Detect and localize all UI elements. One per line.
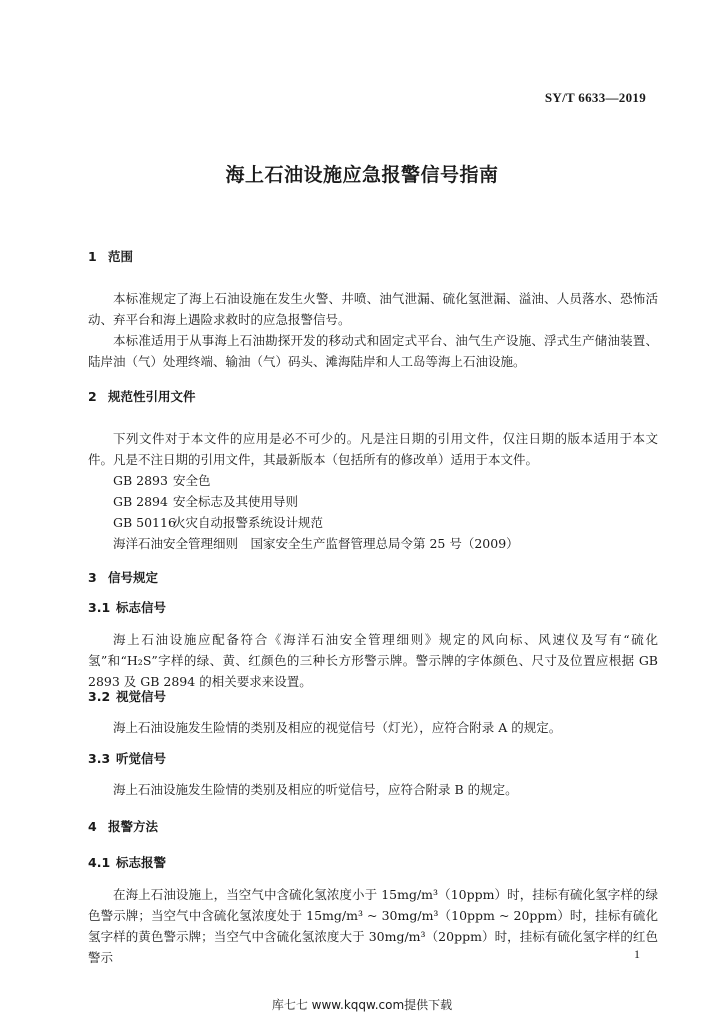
reference-item	[113, 491, 298, 512]
subsection-title: 听觉信号	[116, 751, 167, 766]
section-title: 报警方法	[108, 819, 159, 834]
subsection-number: 4.1	[88, 855, 111, 870]
download-footer: 库七七 www.kqqw.com提供下载	[271, 998, 453, 1012]
subsection-3-2-paragraph: 海上石油设施发生险情的类别及相应的视觉信号（灯光），应符合附录 A 的规定。	[113, 720, 562, 735]
subsection-title: 标志报警	[116, 855, 167, 870]
section-3-heading	[88, 568, 158, 586]
reference-code: GB 2894	[113, 494, 168, 509]
document-title: 海上石油设施应急报警信号指南	[225, 164, 499, 186]
subsection-4-1-paragraph: 在海上石油设施上，当空气中含硫化氢浓度小于 15mg/m³（10ppm）时，挂标有硫化氢字样的绿色警示牌；当空气中含硫化氢浓度处于 15mg/m³ ~ 30mg/m³（10ppm ~ 20ppm）时，挂标有硫化氢字样的黄色警示牌；当空气中含硫化氢浓度大于 30mg/m³（20ppm）时，挂标有硫化氢字样的红色警示	[88, 887, 658, 965]
section-number: 4	[88, 819, 97, 834]
section-1-paragraph-2: 本标准适用于从事海上石油勘探开发的移动式和固定式平台、油气生产设施、浮式生产储油装置、陆岸油（气）处理终端、输油（气）码头、滩海陆岸和人工岛等海上石油设施。	[88, 333, 658, 369]
section-2-heading	[88, 387, 196, 405]
page-number: 1	[634, 947, 640, 961]
section-title: 信号规定	[108, 570, 159, 585]
subsection-4-1-heading	[88, 853, 166, 871]
subsection-3-3-paragraph: 海上石油设施发生险情的类别及相应的听觉信号，应符合附录 B 的规定。	[113, 782, 518, 797]
subsection-3-2-heading	[88, 687, 166, 705]
standard-code: SY/T 6633—2019	[544, 90, 646, 105]
reference-name: 安全色	[173, 473, 211, 488]
subsection-number: 3.1	[88, 600, 111, 615]
section-number: 3	[88, 570, 97, 585]
reference-name: 火灾自动报警系统设计规范	[173, 515, 324, 530]
section-4-heading	[88, 817, 158, 835]
reference-item	[113, 470, 211, 491]
section-number: 1	[88, 249, 97, 264]
subsection-3-1-paragraph: 海上石油设施应配备符合《海洋石油安全管理细则》规定的风向标、风速仪及写有“硫化氢”和“H₂S”字样的绿、黄、红颜色的三种长方形警示牌。警示牌的字体颜色、尺寸及位置应根据 GB 2893 及 GB 2894 的相关要求来设置。	[88, 632, 658, 689]
subsection-title: 视觉信号	[116, 689, 167, 704]
subsection-number: 3.3	[88, 751, 111, 766]
section-2-paragraph-1: 下列文件对于本文件的应用是必不可少的。凡是注日期的引用文件，仅注日期的版本适用于本文件。凡是不注日期的引用文件，其最新版本（包括所有的修改单）适用于本文件。	[88, 431, 658, 467]
subsection-title: 标志信号	[116, 600, 167, 615]
subsection-number: 3.2	[88, 689, 111, 704]
reference-code: GB 50116	[113, 515, 176, 530]
subsection-3-1-heading	[88, 598, 166, 616]
reference-name: 安全标志及其使用导则	[173, 494, 299, 509]
reference-item: 海洋石油安全管理细则 国家安全生产监督管理总局令第 25 号（2009）	[113, 536, 519, 551]
section-1-paragraph-1: 本标准规定了海上石油设施在发生火警、井喷、油气泄漏、硫化氢泄漏、溢油、人员落水、恐怖活动、弃平台和海上遇险求救时的应急报警信号。	[88, 291, 658, 327]
section-title: 规范性引用文件	[108, 389, 196, 404]
section-number: 2	[88, 389, 97, 404]
reference-item	[113, 512, 323, 533]
subsection-3-3-heading	[88, 749, 166, 767]
section-title: 范围	[108, 249, 134, 264]
section-1-heading	[88, 247, 133, 265]
reference-code: GB 2893	[113, 473, 168, 488]
